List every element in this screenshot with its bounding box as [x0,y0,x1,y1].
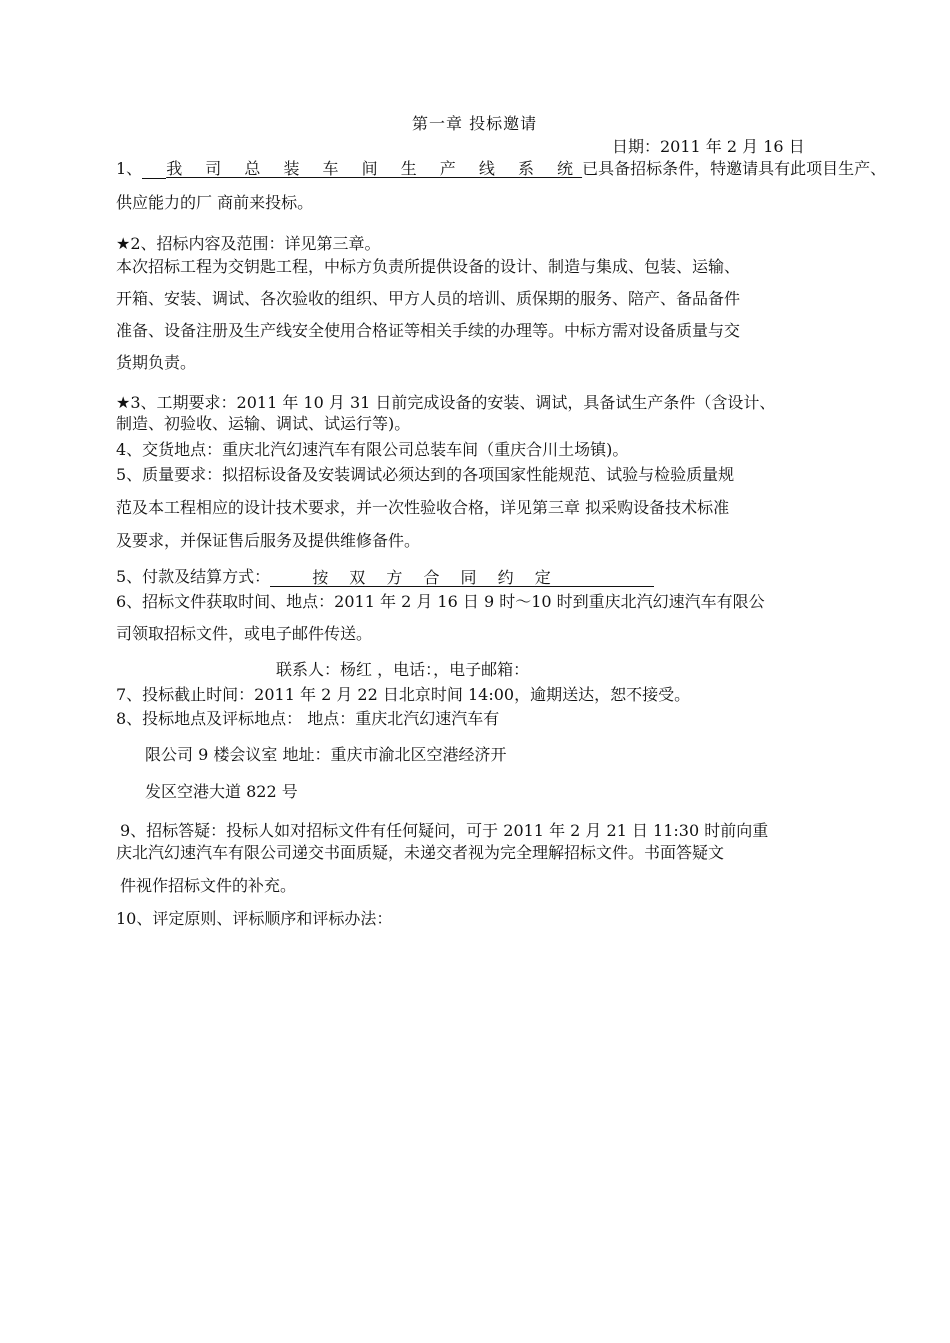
item8-line1: 8、投标地点及评标地点： 地点：重庆北汽幻速汽车有 [116,709,500,728]
item2-line: 本次招标工程为交钥匙工程，中标方负责所提供设备的设计、制造与集成、包装、运输、 [116,257,741,276]
item9-line: 9、招标答疑：投标人如对招标文件有任何疑问，可于 2011 年 2 月 21 日 11:30 时前向重 [120,821,769,840]
item9-line: 庆北汽幻速汽车有限公司递交书面质疑，未递交者视为完全理解招标文件。书面答疑文 [116,843,725,862]
contact-info: 联系人：杨红 ，电话：，电子邮箱： [276,660,530,679]
item6-line2: 司领取招标文件，或电子邮件传送。 [116,624,373,643]
item2-line: 货期负责。 [116,353,197,372]
payment-value: 按 双 方 合 同 约 定 [312,568,559,587]
item10: 10、评定原则、评标顺序和评标办法： [116,909,393,928]
item5a-line: 及要求，并保证售后服务及提供维修备件。 [116,531,421,550]
payment-underline [270,568,654,587]
item1-line2: 供应能力的厂 商前来投标。 [116,193,314,212]
item1-line1 [116,159,886,179]
payment-label: 5、付款及结算方式： [116,567,271,586]
star-icon: ★ [116,234,131,253]
item4: 4、交货地点：重庆北汽幻速汽车有限公司总装车间（重庆合川土场镇)。 [116,440,629,459]
chapter-title: 第一章 投标邀请 [412,114,538,133]
item8-line2: 限公司 9 楼会议室 地址：重庆市渝北区空港经济开 [145,745,507,764]
item6-line1: 6、招标文件获取时间、地点：2011 年 2 月 16 日 9 时～10 时到重庆北汽幻速汽车有限公 [116,592,765,611]
document-date: 日期：2011 年 2 月 16 日 [612,137,805,156]
item1-project-name: 我 司 总 装 车 间 生 产 线 系 统 [166,159,583,178]
item5b [116,567,654,587]
item2-heading-text: 2、招标内容及范围：详见第三章。 [130,234,381,253]
item1-line1-rest: 已具备招标条件，特邀请具有此项目生产、 [582,159,887,178]
item3-line2: 制造、初验收、运输、调试、试运行等)。 [116,414,411,433]
item2-line: 准备、设备注册及生产线安全使用合格证等相关手续的办理等。中标方需对设备质量与交 [116,321,741,340]
item5a-line: 范及本工程相应的设计技术要求，并一次性验收合格，详见第三章 拟采购设备技术标准 [116,498,730,517]
item5a-line: 5、质量要求：拟招标设备及安装调试必须达到的各项国家性能规范、试验与检验质量规 [116,465,735,484]
item8-line3: 发区空港大道 822 号 [145,782,298,801]
item9-line: 件视作招标文件的补充。 [120,876,297,895]
item2-heading [116,234,381,254]
item1-number: 1、 [116,159,143,178]
item3-line1 [116,393,775,413]
item7: 7、投标截止时间：2011 年 2 月 22 日北京时间 14:00，逾期送达，恕不接受。 [116,685,691,704]
item3-line1-text: 3、工期要求：2011 年 10 月 31 日前完成设备的安装、调试，具备试生产条件（含设计、 [130,393,776,412]
item2-line: 开箱、安装、调试、各次验收的组织、甲方人员的培训、质保期的服务、陪产、备品备件 [116,289,741,308]
star-icon: ★ [116,393,131,412]
